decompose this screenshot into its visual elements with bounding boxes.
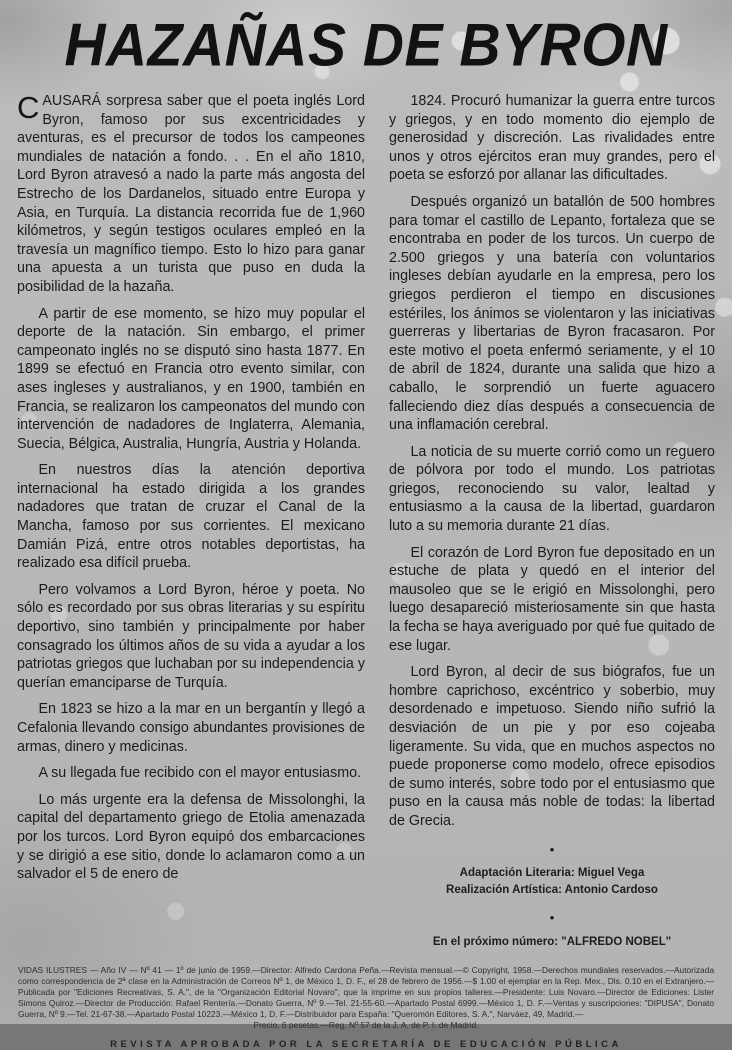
paragraph [17, 92, 365, 297]
section-divider-dot: • [549, 841, 555, 857]
paragraph: En nuestros días la atención deportiva internacional ha estado dirigida a los grandes nadadores que tratan de cruzar el Canal de la Mancha, famoso por sus corrientes. El mexicano Damián Pizá, entre otros notables deportistas, ha realizado esa difícil prueba. [17, 462, 365, 572]
drop-cap: C [17, 90, 40, 125]
paragraph: A su llegada fue recibido con el mayor entusiasmo. [38, 765, 362, 782]
paragraph-text: AUSARÁ sorpresa saber que el poeta inglés Lord Byron, famoso por sus excentricidades y aventuras, es el precursor de todos los campeones mundiales de natación a fondo. . . En el año 1810, Lord Byron atravesó a nado la parte más angosta del Estrecho de los Dardanelos, situado entre Europa y Asia, en Turquía. La distancia recorrida fue de 1,960 kilómetros, y según testigos oculares empleó en la travesía un magnífico tiempo. Esto lo hizo para ganar una apuesta a un turista que puso en duda la posibilidad de la hazaña. [17, 93, 365, 295]
page-title: HAZAÑAS DE BYRON [64, 11, 668, 80]
paragraph: Después organizó un batallón de 500 hombres para tomar el castillo de Lepanto, fortaleza que se encontraba en poder de los turcos. Un cuerpo de 2.500 griegos y una batería con voluntarios ingleses debían ayudarle en la empresa, pero los griegos perdieron el tiempo en discusiones estériles, los ánimos se violentaron y las iniciativas guerreras y libertarias de Byron fracasaron. Por este motivo el poeta enfermó seriamente, y el 10 de abril de 1824, durante una salida que hizo a caballo, le sorprendió un fuerte aguacero falleciendo diez días después a consecuencia de una inflamación cerebral. [389, 193, 715, 434]
approval-footer: REVISTA APROBADA POR LA SECRETARÍA DE EDUCACIÓN PÚBLICA [110, 1039, 622, 1050]
paragraph: En 1823 se hizo a la mar en un bergantín y llegó a Cefalonia llevando consigo abundantes provisiones de armas, dinero y medicinas. [17, 701, 365, 755]
colophon [0, 951, 732, 1031]
next-issue-note: En el próximo número: "ALFREDO NOBEL" [432, 935, 672, 948]
credit-literary: Adaptación Literaria: Miguel Vega [459, 866, 645, 879]
credits-block [389, 865, 715, 899]
colophon-text: VIDAS ILUSTRES — Año IV — Nº 41 — 1º de junio de 1959.—Director: Alfredo Cardona Peña.—Revista mensual.—© Copyright, 1958.—Derechos mundiales reservados.—Autorizada como correspondencia de 2ª clase en la Administración de Correos Nº 1, de México 1, D. F., el 28 de febrero de 1956.—$ 1.00 el ejemplar en la Rep. Mex., Dls. 0.10 en el Extranjero.—Publicada por "Ediciones Recreativas, S. A.", de la "Organización Editorial Novaro", que la imprime en sus propios talleres.—Presidente: Luis Novaro.—Director de Ediciones: Lister Simons Quiroz.—Director de Producción: Rafael Rentería.—Donato Guerra, Nº 9.—Tel. 21-55-60.—Apartado Postal 6999.—México 1, D. F.—Ventas y suscripciones: "DIPUSA", Donato Guerra, Nº 9.—Tel. 21-67-38.—Apartado Postal 10223.—México 1, D. F.—Distribuidor para España: "Queromón Editores, S. A.", Narváez, 49, Madrid.— [18, 965, 714, 1020]
left-column [17, 92, 365, 951]
article-body [0, 76, 732, 951]
colophon-last-line: Precio, 6 pesetas.—Reg. Nº 57 de la J. A. de P. I. de Madrid. [253, 1020, 479, 1031]
section-divider-dot: • [549, 909, 555, 925]
paragraph: Pero volvamos a Lord Byron, héroe y poeta. No sólo es recordado por sus obras literarias y su espíritu deportivo, sino también y principalmente por haber consagrado los últimos años de su vida a ayudar a los patriotas griegos que luchaban por su independencia y querían emanciparse de Turquía. [17, 581, 365, 691]
paragraph: 1824. Procuró humanizar la guerra entre turcos y griegos, y en todo momento dio ejemplo de generosidad y discreción. Las rivalidades entre unos y otros ejércitos eran muy grandes, pero el poeta se esforzó por allanar las dificultades. [389, 93, 715, 184]
paragraph: A partir de ese momento, se hizo muy popular el deporte de la natación. Sin embargo, el primer campeonato inglés no se disputó sino hasta 1877. En 1899 se efectuó en Francia otro evento similar, con ases ingleses y australianos, y en 1900, también en Francia, se realizaron los campeonatos del mundo con intervención de nadadores de Inglaterra, Alemania, Suecia, Bélgica, Australia, Hungría, Austria y Holanda. [17, 305, 365, 452]
paragraph: Lo más urgente era la defensa de Missolonghi, la capital del departamento griego de Etolia amenazada por los turcos. Lord Byron equipó dos embarcaciones y se dirigió a ese sitio, donde lo aclamaron como a un salvador el 5 de enero de [17, 791, 365, 883]
credit-artistic: Realización Artística: Antonio Cardoso [446, 883, 658, 896]
right-column [389, 92, 715, 951]
paragraph: Lord Byron, al decir de sus biógrafos, fue un hombre caprichoso, excéntrico y soberbio, muy desordenado e impetuoso. Siendo niño sufrió la desviación de un pie y por eso cojeaba ligeramente. Su vida, que en muchos aspectos no puede proponerse como modelo, ofrece episodios de sumo interés, sobre todo por el entusiasmo que puso en la causa más noble de todas: la libertad de Grecia. [389, 664, 715, 829]
paragraph: El corazón de Lord Byron fue depositado en un estuche de plata y quedó en el interior del mausoleo que se le erigió en Missolonghi, pero luego desapareció misteriosamente sin que hasta la fecha se haya averiguado por qué fue quitado de ese lugar. [389, 544, 715, 654]
paragraph: La noticia de su muerte corrió como un reguero de pólvora por todo el mundo. Los patriotas griegos, reconociendo su valor, lealtad y entusiasmo a la causa de la libertad, guardaron luto a su memoria durante 21 días. [389, 443, 715, 535]
